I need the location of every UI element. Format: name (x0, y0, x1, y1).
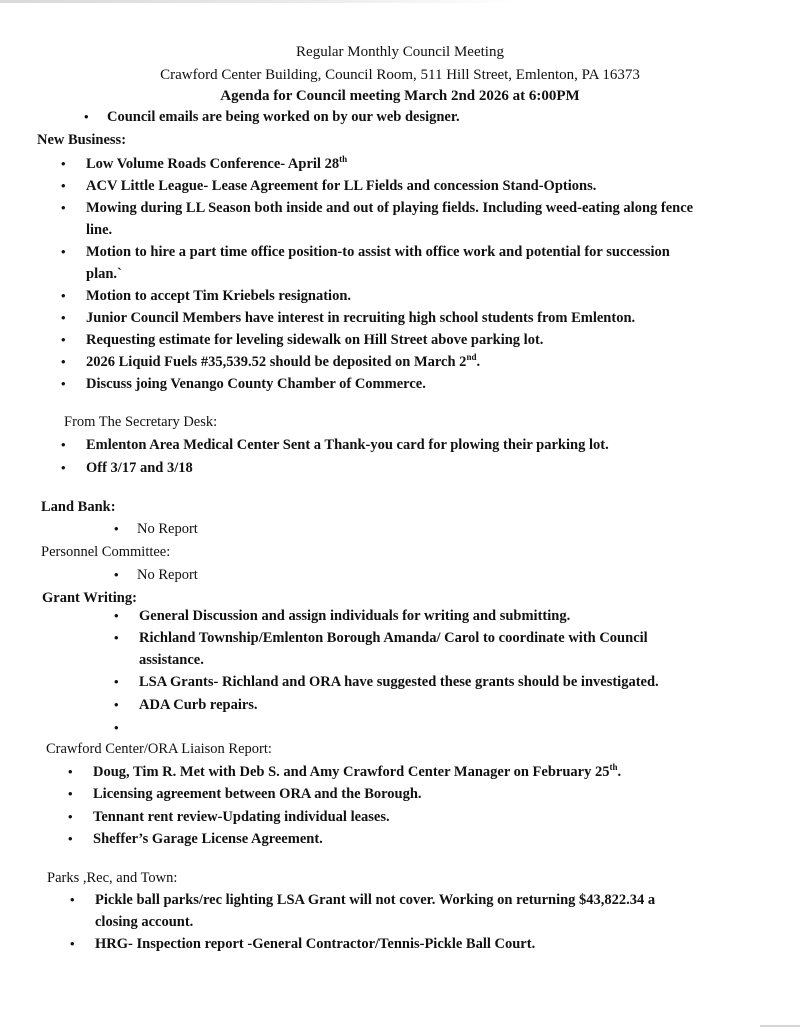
list-item-continuation: line. (86, 222, 113, 238)
list-item: Tennant rent review-Updating individual leases. (93, 809, 390, 825)
bullet-icon: • (114, 697, 119, 712)
bullet-icon: • (70, 892, 75, 907)
section-heading-parks-rec-town: Parks ,Rec, and Town: (47, 870, 178, 886)
bullet-icon: • (70, 936, 75, 951)
list-item: No Report (137, 567, 198, 583)
bullet-icon: • (61, 376, 66, 391)
list-item: 2026 Liquid Fuels #35,539.52 should be deposited on March 2nd. (86, 352, 481, 370)
section-heading-secretary-desk: From The Secretary Desk: (64, 414, 218, 430)
bullet-icon: • (61, 310, 66, 325)
bullet-icon: • (61, 354, 66, 369)
list-item: LSA Grants- Richland and ORA have suggested these grants should be investigated. (139, 674, 659, 690)
bullet-icon: • (68, 809, 73, 824)
list-item: Motion to accept Tim Kriebels resignation. (86, 288, 352, 304)
list-item-continuation: closing account. (95, 914, 194, 930)
list-item: Mowing during LL Season both inside and out of playing fields. Including weed-eating along fence (86, 200, 694, 216)
list-item: Off 3/17 and 3/18 (86, 460, 193, 476)
list-item: General Discussion and assign individuals for writing and submitting. (139, 608, 571, 624)
list-item: No Report (137, 521, 198, 537)
bullet-icon: • (68, 831, 73, 846)
bullet-icon: • (114, 630, 119, 645)
bullet-icon: • (61, 244, 66, 259)
section-heading-personnel-committee: Personnel Committee: (41, 544, 171, 560)
bullet-icon: • (61, 156, 66, 171)
bullet-icon: • (61, 178, 66, 193)
bullet-icon: • (114, 720, 119, 735)
document-title: Regular Monthly Council Meeting (296, 44, 504, 60)
bullet-icon: • (61, 332, 66, 347)
list-item: Emlenton Area Medical Center Sent a Thank-you card for plowing their parking lot. (86, 437, 609, 453)
list-item: Doug, Tim R. Met with Deb S. and Amy Crawford Center Manager on February 25th. (93, 762, 622, 780)
list-item: Junior Council Members have interest in recruiting high school students from Emlenton. (86, 310, 636, 326)
bullet-icon: • (61, 437, 66, 452)
list-item-continuation: plan.` (86, 266, 122, 282)
bullet-icon: • (84, 109, 89, 124)
bullet-icon: • (68, 786, 73, 801)
bullet-icon: • (61, 460, 66, 475)
list-item: Motion to hire a part time office position-to assist with office work and potential for succession (86, 244, 670, 260)
list-item: Pickle ball parks/rec lighting LSA Grant will not cover. Working on returning $43,822.34 a (95, 892, 656, 908)
bullet-icon: • (114, 674, 119, 689)
meeting-location: Crawford Center Building, Council Room, 511 Hill Street, Emlenton, PA 16373 (160, 67, 640, 83)
list-item: Licensing agreement between ORA and the Borough. (93, 786, 422, 802)
list-item: ADA Curb repairs. (139, 697, 258, 713)
bullet-icon: • (61, 288, 66, 303)
intro-item: Council emails are being worked on by our web designer. (107, 109, 460, 125)
bullet-icon: • (114, 521, 119, 536)
list-item: Requesting estimate for leveling sidewalk on Hill Street above parking lot. (86, 332, 544, 348)
section-heading-grant-writing: Grant Writing: (42, 590, 137, 606)
list-item: Discuss joing Venango County Chamber of Commerce. (86, 376, 426, 392)
list-item: Low Volume Roads Conference- April 28th (86, 154, 348, 172)
agenda-heading: Agenda for Council meeting March 2nd 2026 at 6:00PM (220, 88, 580, 104)
list-item: ACV Little League- Lease Agreement for LL Fields and concession Stand-Options. (86, 178, 597, 194)
section-heading-land-bank: Land Bank: (41, 499, 116, 515)
list-item: Richland Township/Emlenton Borough Amanda/ Carol to coordinate with Council (139, 630, 648, 646)
list-item-continuation: assistance. (139, 652, 204, 668)
list-item: Sheffer’s Garage License Agreement. (93, 831, 323, 847)
bullet-icon: • (61, 200, 66, 215)
bullet-icon: • (114, 608, 119, 623)
bullet-icon: • (114, 567, 119, 582)
bullet-icon: • (68, 764, 73, 779)
section-heading-liaison-report: Crawford Center/ORA Liaison Report: (46, 741, 272, 757)
list-item: HRG- Inspection report -General Contractor/Tennis-Pickle Ball Court. (95, 936, 536, 952)
section-heading-new-business: New Business: (37, 132, 127, 148)
